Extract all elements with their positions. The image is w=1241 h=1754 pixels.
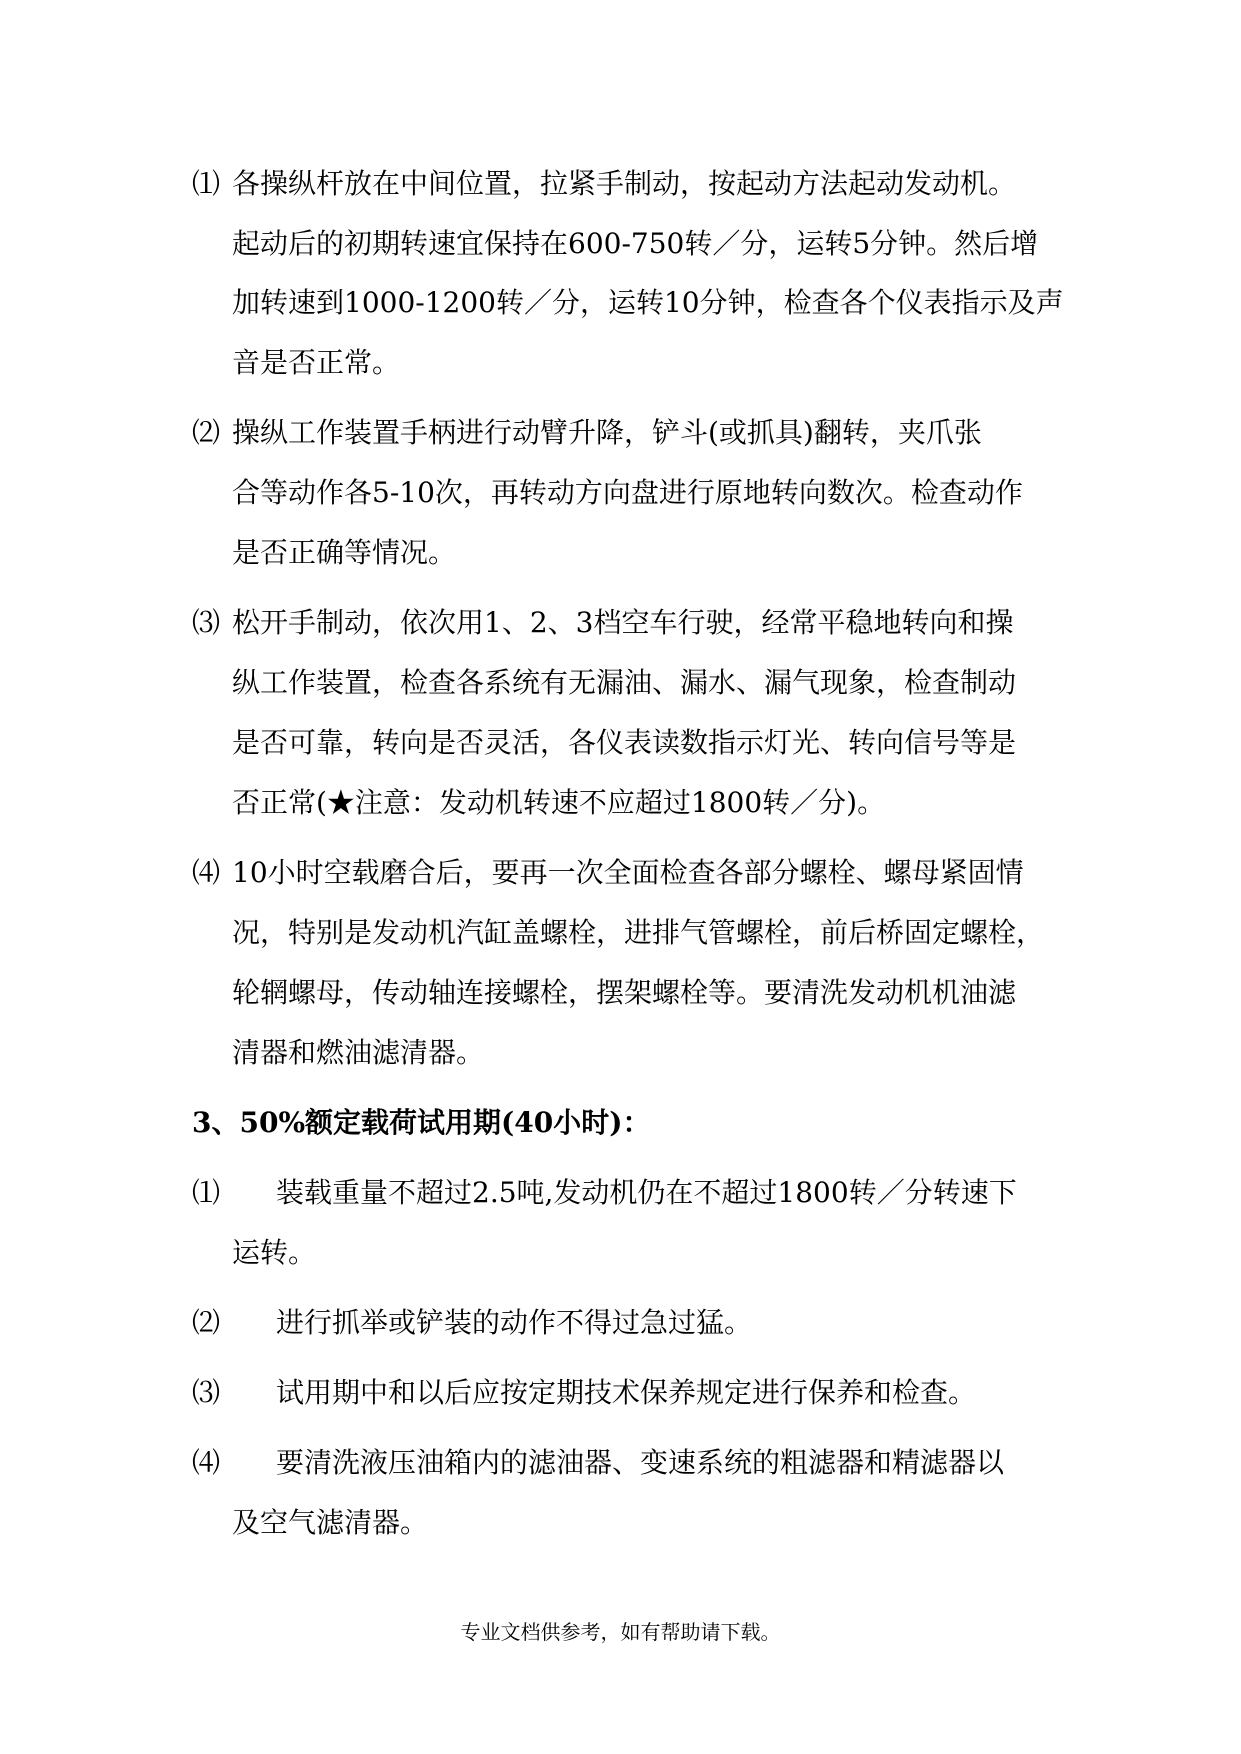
list-item-4 xyxy=(0,853,1241,893)
list-item-2-cont xyxy=(0,533,1241,573)
item-text-line: 各操纵杆放在中间位置，拉紧手制动，按起动方法起动发动机。 xyxy=(232,167,1017,200)
item-text-line: 起动后的初期转速宜保持在600-750转／分，运转5分钟。然后增 xyxy=(232,227,1039,260)
item-text-line: 合等动作各5-10次，再转动方向盘进行原地转向数次。检查动作 xyxy=(232,476,1023,509)
section3-item-1-cont xyxy=(0,1233,1241,1273)
item-text-line: 试用期中和以后应按定期技术保养规定进行保养和检查。 xyxy=(276,1376,977,1409)
section3-item-4-cont xyxy=(0,1503,1241,1543)
section3-item-2 xyxy=(0,1303,1241,1343)
list-item-3-cont xyxy=(0,783,1241,823)
list-item-1 xyxy=(0,164,1241,204)
list-item-4-cont xyxy=(0,973,1241,1013)
item-number: ⑶ xyxy=(192,606,221,639)
item-text-line: 况，特别是发动机汽缸盖螺栓，进排气管螺栓，前后桥固定螺栓， xyxy=(232,916,1045,949)
list-item-1-cont xyxy=(0,224,1241,264)
list-item-1-cont xyxy=(0,283,1241,323)
item-text-line: 是否正确等情况。 xyxy=(232,536,457,569)
item-number: ⑷ xyxy=(192,856,221,889)
item-text-line: 操纵工作装置手柄进行动臂升降，铲斗(或抓具)翻转，夹爪张 xyxy=(232,416,982,449)
item-text-line: 进行抓举或铲装的动作不得过急过猛。 xyxy=(276,1306,753,1339)
list-item-3-cont xyxy=(0,723,1241,763)
section3-item-4 xyxy=(0,1443,1241,1483)
item-text-line: 是否可靠，转向是否灵活，各仪表读数指示灯光、转向信号等是 xyxy=(232,726,1017,759)
list-item-4-cont xyxy=(0,1033,1241,1073)
section3-item-1 xyxy=(0,1173,1241,1213)
item-text-line: 运转。 xyxy=(232,1236,317,1269)
item-number: ⑶ xyxy=(192,1376,221,1409)
page-footer: 专业文档供参考，如有帮助请下载。 xyxy=(460,1620,781,1644)
item-text-line: 纵工作装置，检查各系统有无漏油、漏水、漏气现象，检查制动 xyxy=(232,666,1017,699)
item-text-line: 及空气滤清器。 xyxy=(232,1506,429,1539)
section3-item-3 xyxy=(0,1373,1241,1413)
item-number: ⑷ xyxy=(192,1446,221,1479)
item-text-line: 要清洗液压油箱内的滤油器、变速系统的粗滤器和精滤器以 xyxy=(276,1446,1005,1479)
item-number: ⑵ xyxy=(192,416,221,449)
item-text-line: 10小时空载磨合后，要再一次全面检查各部分螺栓、螺母紧固情 xyxy=(232,856,1024,889)
list-item-3 xyxy=(0,603,1241,643)
item-number: ⑵ xyxy=(192,1306,221,1339)
section-heading xyxy=(0,1103,1241,1143)
item-text-line: 否正常(★注意：发动机转速不应超过1800转／分)。 xyxy=(232,786,886,819)
section-3-heading: 3、50%额定载荷试用期(40小时)： xyxy=(192,1106,651,1139)
item-text-line: 松开手制动，依次用1、2、3档空车行驶，经常平稳地转向和操 xyxy=(232,606,1014,639)
item-text-line: 轮辋螺母，传动轴连接螺栓，摆架螺栓等。要清洗发动机机油滤 xyxy=(232,976,1017,1009)
list-item-1-cont xyxy=(0,343,1241,383)
item-text-line: 清器和燃油滤清器。 xyxy=(232,1036,485,1069)
item-number: ⑴ xyxy=(192,1176,221,1209)
list-item-4-cont xyxy=(0,913,1241,953)
list-item-3-cont xyxy=(0,663,1241,703)
item-text-line: 装载重量不超过2.5吨,发动机仍在不超过1800转／分转速下 xyxy=(276,1176,1017,1209)
item-number: ⑴ xyxy=(192,167,221,200)
item-text-line: 加转速到1000-1200转／分，运转10分钟，检查各个仪表指示及声 xyxy=(232,286,1064,319)
item-text-line: 音是否正常。 xyxy=(232,346,401,379)
list-item-2 xyxy=(0,413,1241,453)
list-item-2-cont xyxy=(0,473,1241,513)
